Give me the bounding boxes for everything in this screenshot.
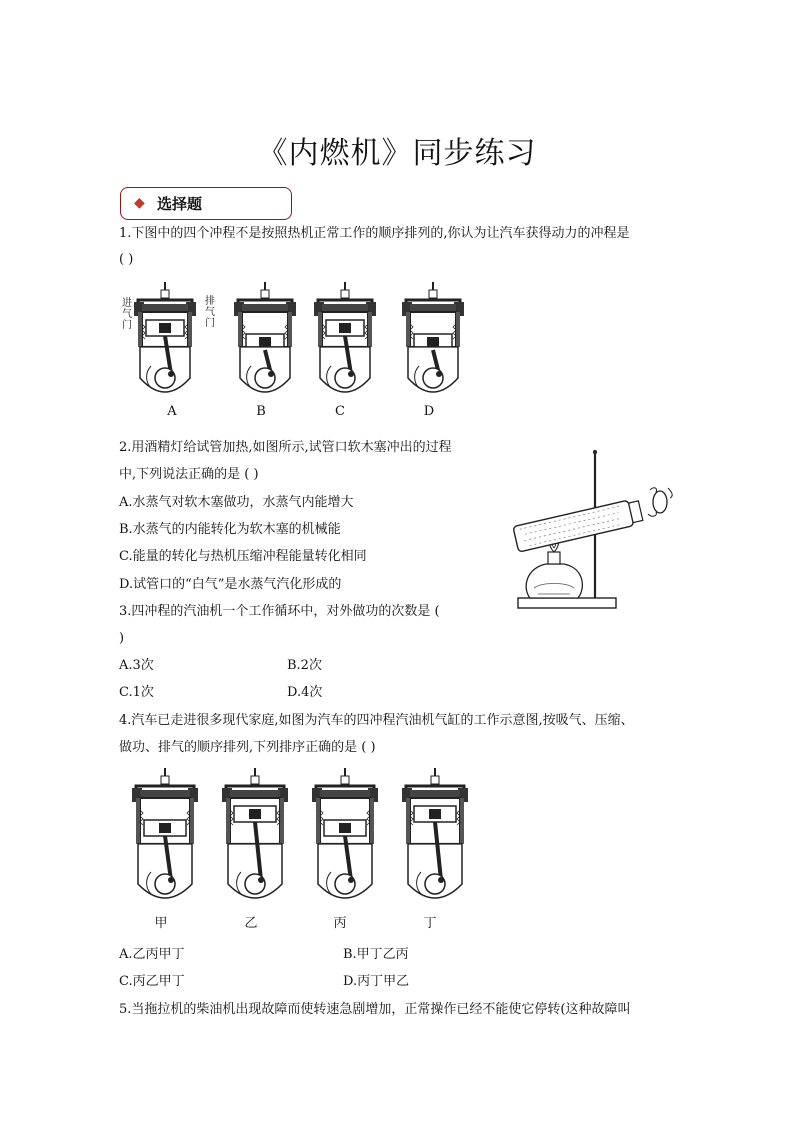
q4-label-bing: 丙: [333, 916, 347, 931]
q1-engine-d: [402, 282, 464, 392]
q4-line1: 4.汽车已走进很多现代家庭,如图为汽车的四冲程汽油机气缸的工作示意图,按吸气、压缩、: [119, 713, 634, 728]
q2-line1: 2.用酒精灯给试管加热,如图所示,试管口软木塞冲出的过程: [119, 440, 452, 455]
q1-line1: 1.下图中的四个冲程不是按照热机正常工作的顺序排列的,你认为让汽车获得动力的冲程是: [119, 226, 630, 241]
q3-line2: ): [119, 631, 125, 646]
q1-label-a: A: [167, 404, 177, 419]
page-title: 《内燃机》同步练习: [257, 136, 537, 171]
q1-line2: ( ): [119, 252, 134, 267]
q4-engine-jia: [132, 768, 198, 898]
q4-engine-figures: [120, 768, 480, 908]
q4-engine-bing: [312, 768, 378, 898]
diamond-icon: ◆: [134, 195, 145, 211]
q1-engine-c: [314, 282, 376, 392]
q5-line1: 5.当拖拉机的柴油机出现故障而使转速急剧增加，正常操作已经不能使它停转(这种故障叫: [119, 1002, 631, 1017]
q4-engine-yi: [222, 768, 288, 898]
intake-valve-label: 进气门: [122, 298, 132, 331]
q1-label-b: B: [256, 404, 266, 419]
q4-option-a: A.乙丙甲丁: [119, 947, 185, 962]
section-label: 选择题: [157, 195, 203, 213]
test-tube-heating-figure: [512, 448, 677, 614]
q1-engine-figures: [120, 282, 480, 402]
q4-option-b: B.甲丁乙丙: [343, 947, 409, 962]
q4-label-yi: 乙: [244, 916, 258, 931]
q3-option-a: A.3次: [119, 658, 154, 673]
q1-engine-b: [234, 282, 296, 392]
q1-label-d: D: [423, 404, 435, 419]
q3-line1: 3.四冲程的汽油机一个工作循环中，对外做功的次数是 (: [119, 604, 440, 619]
q2-option-b: B.水蒸气的内能转化为软木塞的机械能: [119, 522, 341, 537]
exhaust-valve-label: 排气门: [205, 296, 215, 329]
q4-label-jia: 甲: [154, 916, 168, 931]
q4-line2: 做功、排气的顺序排列,下列排序正确的是 ( ): [119, 740, 376, 755]
q2-line2: 中,下列说法正确的是 ( ): [119, 467, 259, 482]
q3-option-b: B.2次: [287, 658, 322, 673]
q4-engine-ding: [402, 768, 468, 898]
q1-engine-a: [134, 282, 196, 392]
q2-option-d: D.试管口的“白气”是水蒸气汽化形成的: [119, 577, 342, 592]
q3-option-c: C.1次: [119, 685, 154, 700]
q1-label-c: C: [335, 404, 345, 419]
q4-option-c: C.丙乙甲丁: [119, 974, 185, 989]
q2-option-a: A.水蒸气对软木塞做功，水蒸气内能增大: [119, 495, 354, 510]
q3-option-d: D.4次: [287, 685, 323, 700]
q2-option-c: C.能量的转化与热机压缩冲程能量转化相同: [119, 549, 367, 564]
section-header-box: [120, 187, 292, 220]
q4-label-ding: 丁: [423, 916, 437, 931]
q4-option-d: D.丙丁甲乙: [343, 974, 410, 989]
